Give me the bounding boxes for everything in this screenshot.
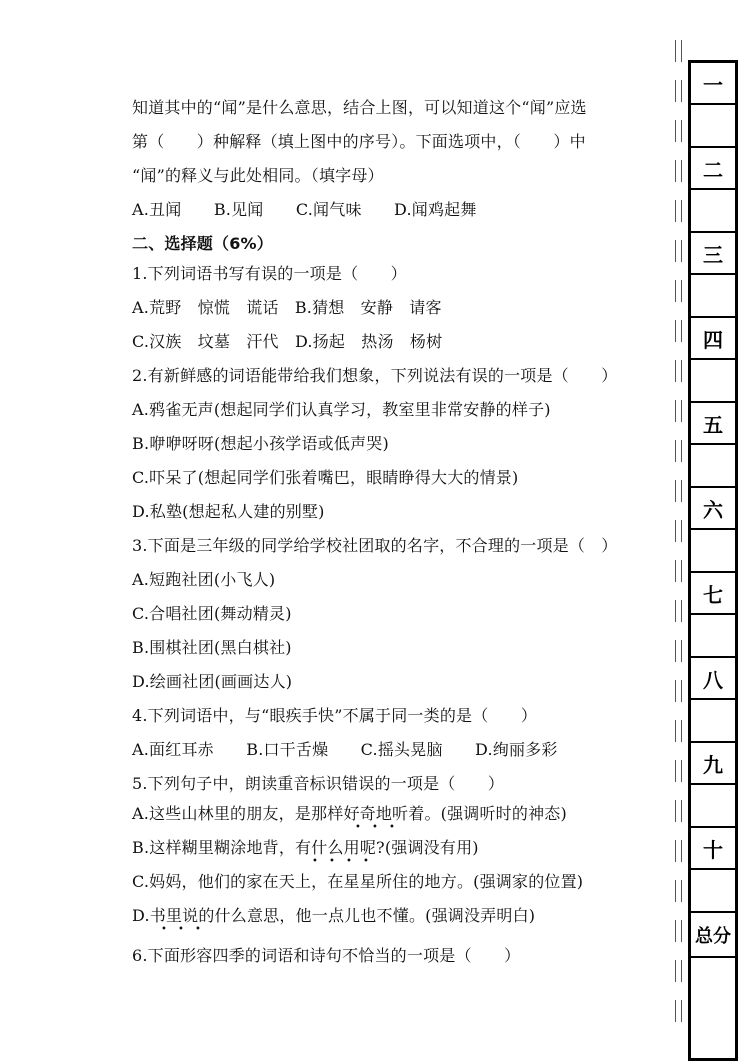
binding-line	[675, 880, 682, 902]
binding-line	[675, 840, 682, 862]
score-label-7: 七	[691, 573, 735, 615]
q1-options-cd: C.汉族 坟墓 汗代 D.扬起 热汤 杨树	[132, 332, 443, 351]
binding-line	[675, 120, 682, 142]
binding-line	[675, 240, 682, 262]
binding-line	[675, 80, 682, 102]
emphasis-dot: •	[195, 924, 201, 935]
binding-line	[675, 960, 682, 982]
binding-line	[675, 720, 682, 742]
score-label-1: 一	[691, 63, 735, 105]
q1-options-ab: A.荒野 惊慌 谎话 B.猜想 安静 请客	[132, 298, 442, 317]
score-total-cell[interactable]	[691, 958, 735, 1058]
binding-line	[675, 480, 682, 502]
emphasis-dot: •	[312, 856, 318, 867]
score-cell-8[interactable]	[691, 700, 735, 743]
score-label-8: 八	[691, 658, 735, 700]
score-total-label: 总分	[691, 913, 735, 958]
q2-option-a: A.鸦雀无声(想起同学们认真学习，教室里非常安静的样子)	[132, 400, 551, 419]
score-cell-6[interactable]	[691, 530, 735, 573]
score-label-9: 九	[691, 743, 735, 785]
score-cell-4[interactable]	[691, 360, 735, 403]
score-label-5: 五	[691, 403, 735, 445]
intro-line-2: 第（ ）种解释（填上图中的序号）。下面选项中，（ ）中	[132, 132, 586, 151]
score-cell-9[interactable]	[691, 785, 735, 828]
score-label-6: 六	[691, 488, 735, 530]
emphasis-dot: •	[329, 856, 335, 867]
score-label-2: 二	[691, 148, 735, 190]
emphasis-dot: •	[355, 822, 361, 833]
binding-line	[675, 520, 682, 542]
score-label-3: 三	[691, 233, 735, 275]
emphasis-dot: •	[346, 856, 352, 867]
score-label-4: 四	[691, 318, 735, 360]
binding-line	[675, 1000, 682, 1022]
q3-option-d: D.绘画社团(画画达人)	[132, 672, 293, 691]
q5-stem: 5.下列句子中，朗读重音标识错误的一项是（ ）	[132, 774, 505, 793]
emphasis-dot: •	[389, 822, 395, 833]
binding-line	[675, 320, 682, 342]
binding-line	[675, 280, 682, 302]
emphasis-dot: •	[363, 856, 369, 867]
q3-option-b: B.围棋社团(黑白棋社)	[132, 638, 292, 657]
intro-options: A.丑闻 B.见闻 C.闻气味 D.闻鸡起舞	[132, 200, 477, 219]
score-cell-10[interactable]	[691, 870, 735, 913]
binding-line	[675, 920, 682, 942]
q2-option-d: D.私塾(想起私人建的别墅)	[132, 502, 325, 521]
score-table	[688, 60, 738, 1061]
q5-option-c: C.妈妈，他们的家在天上，在星星所住的地方。(强调家的位置)	[132, 872, 584, 891]
binding-line	[675, 400, 682, 422]
binding-line	[675, 160, 682, 182]
intro-line-1: 知道其中的“闻”是什么意思，结合上图，可以知道这个“闻”应选	[132, 98, 587, 117]
q5-option-b: B.这样糊里糊涂地背，有什么用呢?(强调没有用)	[132, 838, 479, 857]
score-cell-3[interactable]	[691, 275, 735, 318]
q3-stem: 3.下面是三年级的同学给学校社团取的名字，不合理的一项是（ ）	[132, 536, 618, 555]
score-cell-7[interactable]	[691, 615, 735, 658]
q3-option-c: C.合唱社团(舞动精灵)	[132, 604, 292, 623]
binding-line	[675, 360, 682, 382]
q4-stem: 4.下列词语中，与“眼疾手快”不属于同一类的是（ ）	[132, 706, 538, 725]
score-label-10: 十	[691, 828, 735, 870]
q4-options: A.面红耳赤 B.口干舌燥 C.摇头晃脑 D.绚丽多彩	[132, 740, 558, 759]
q6-stem: 6.下面形容四季的词语和诗句不恰当的一项是（ ）	[132, 946, 521, 965]
score-cell-5[interactable]	[691, 445, 735, 488]
score-cell-2[interactable]	[691, 190, 735, 233]
binding-line	[675, 200, 682, 222]
q1-stem: 1.下列词语书写有误的一项是（ ）	[132, 264, 407, 283]
q2-option-c: C.吓呆了(想起同学们张着嘴巴，眼睛睁得大大的情景)	[132, 468, 519, 487]
q2-stem: 2.有新鲜感的词语能带给我们想象，下列说法有误的一项是（ ）	[132, 366, 618, 385]
binding-line	[675, 800, 682, 822]
q3-option-a: A.短跑社团(小飞人)	[132, 570, 276, 589]
binding-line	[675, 640, 682, 662]
q5-option-a: A.这些山林里的朋友，是那样好奇地听着。(强调听时的神态)	[132, 804, 567, 823]
q5-option-d: D.书里说的什么意思，他一点儿也不懂。(强调没弄明白)	[132, 906, 536, 925]
score-cell-1[interactable]	[691, 105, 735, 148]
emphasis-dot: •	[372, 822, 378, 833]
binding-line	[675, 440, 682, 462]
binding-line	[675, 760, 682, 782]
emphasis-dot: •	[178, 924, 184, 935]
binding-line	[675, 560, 682, 582]
q2-option-b: B.咿咿呀呀(想起小孩学语或低声哭)	[132, 434, 389, 453]
binding-line	[675, 40, 682, 62]
binding-line	[675, 680, 682, 702]
binding-line	[675, 600, 682, 622]
section-title: 二、选择题（6%）	[132, 234, 273, 253]
intro-line-3: “闻”的释义与此处相同。（填字母）	[132, 166, 384, 185]
emphasis-dot: •	[161, 924, 167, 935]
